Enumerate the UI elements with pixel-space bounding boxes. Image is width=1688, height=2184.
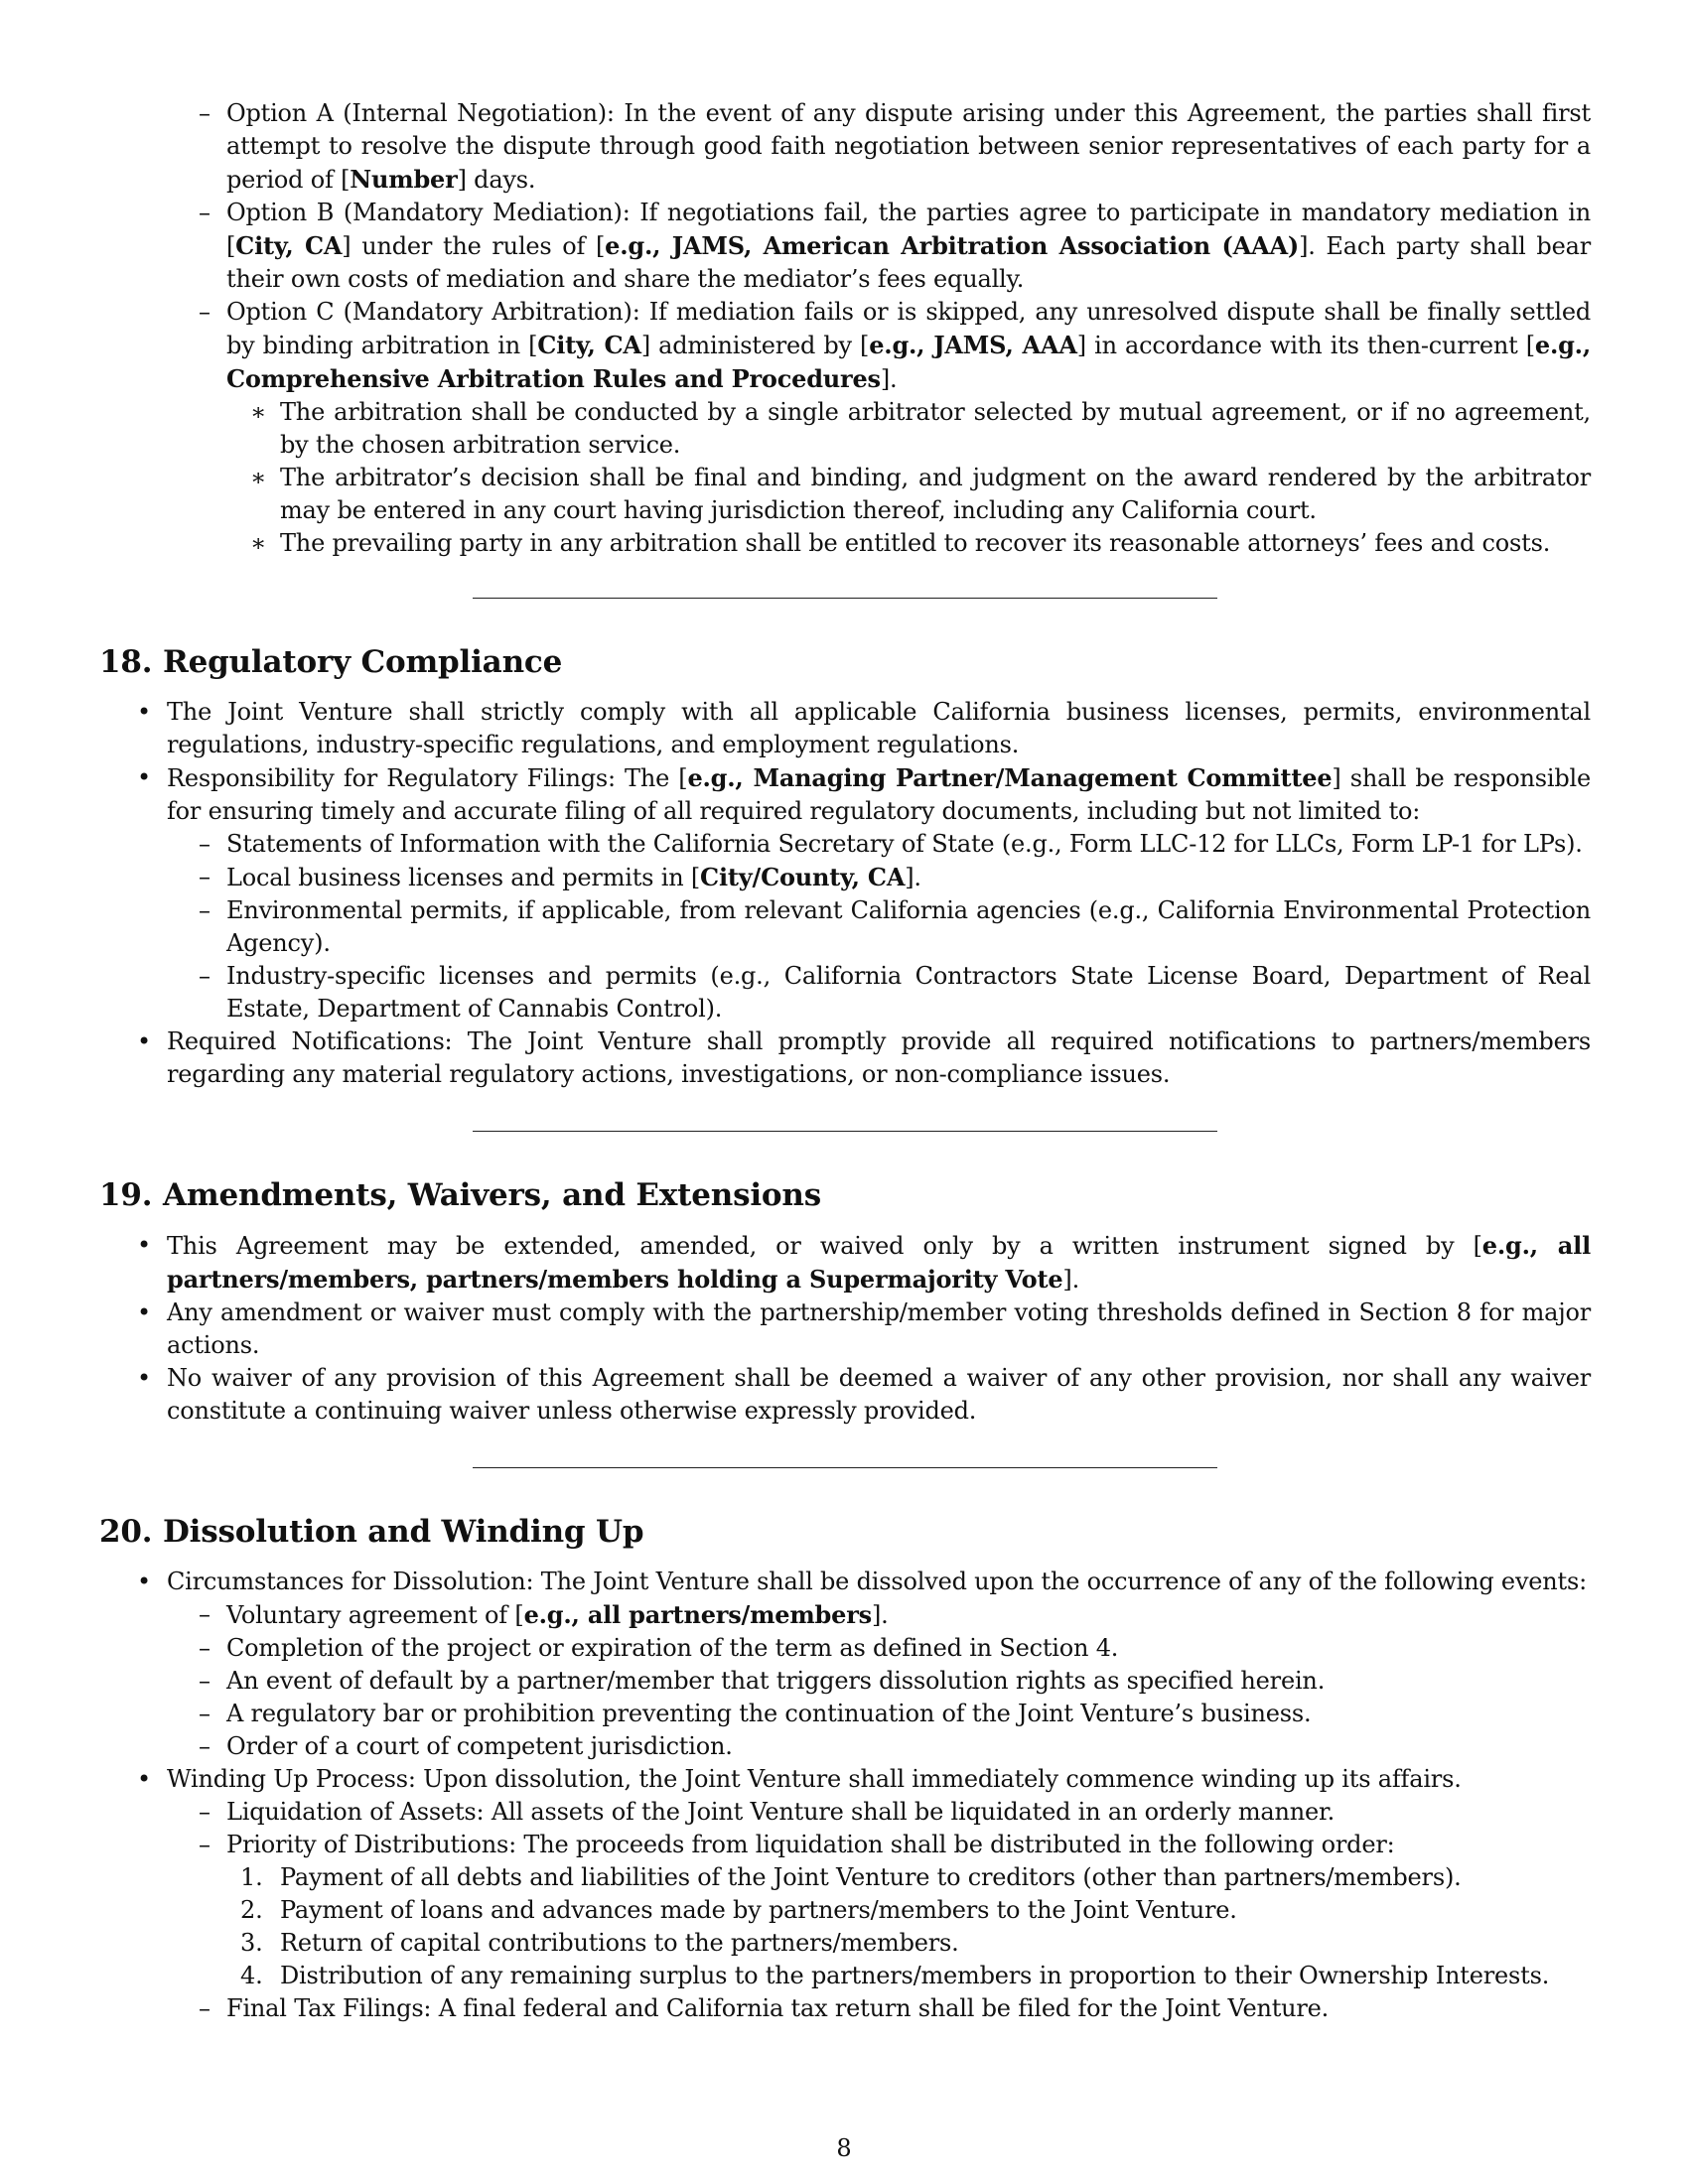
- section-18-heading: 18. Regulatory Compliance: [99, 644, 563, 680]
- list-item: – Industry-specific licenses and permits (e.g., California Contractors State License Board, Department of Real Estate, Department of Cannabis Control).: [199, 962, 1591, 1023]
- list-item: • Circumstances for Dissolution: The Joint Venture shall be dissolved upon the occurrence of any of the following events:: [99, 1566, 1591, 1598]
- dash-marker: –: [199, 1798, 211, 1826]
- list-item: – Completion of the project or expiration of the term as defined in Section 4.: [99, 1632, 1591, 1665]
- document-page: [99, 97, 1591, 2025]
- list-item: [99, 527, 1591, 560]
- number-marker: 4.: [240, 1962, 263, 1989]
- section-20-heading: 20. Dissolution and Winding Up: [99, 1514, 644, 1550]
- bullet-marker: •: [137, 763, 151, 791]
- list-item: – Local business licenses and permits in [City/County, CA].: [199, 863, 921, 891]
- list-item: • No waiver of any provision of this Agreement shall be deemed a waiver of any other provision, nor shall any waiver constitute a continuing waiver unless otherwise expressly provided.: [137, 1364, 1591, 1425]
- list-item: – Final Tax Filings: A final federal and California tax return shall be filed for the Joint Venture.: [99, 1992, 1591, 2025]
- list-item: – An event of default by a partner/member that triggers dissolution rights as specified herein.: [99, 1665, 1591, 1698]
- section-divider: [473, 598, 1217, 599]
- list-item: 4. Distribution of any remaining surplus to the partners/members in proportion to their Ownership Interests.: [99, 1960, 1591, 1992]
- asterisk-marker: ∗: [250, 464, 267, 491]
- arbitration-point: The arbitrator’s decision shall be final and binding, and judgment on the award rendered by the arbitrator may be entered in any court having jurisdiction thereof, including any California court.: [280, 464, 1591, 524]
- bullet-marker: •: [137, 1231, 151, 1259]
- section-20-list: [99, 1566, 1591, 2025]
- page-number: 8: [836, 2134, 852, 2162]
- dispute-options-list: [99, 97, 1591, 560]
- list-item: • The Joint Venture shall strictly comply with all applicable California business licenses, permits, environmental regulations, industry-specific regulations, and employment regulations.: [137, 698, 1591, 758]
- dash-marker: –: [199, 1700, 211, 1727]
- list-item: • Winding Up Process: Upon dissolution, the Joint Venture shall immediately commence winding up its affairs.: [99, 1763, 1591, 1796]
- asterisk-marker: ∗: [250, 398, 267, 426]
- section-divider: [473, 1467, 1217, 1468]
- bullet-marker: •: [137, 1364, 151, 1392]
- dash-marker: –: [199, 896, 211, 924]
- list-item: • This Agreement may be extended, amended, or waived only by a written instrument signed by [e.g., all partners/members, partners/members holding a Supermajority Vote].: [137, 1231, 1591, 1294]
- asterisk-marker: ∗: [250, 529, 267, 557]
- list-item: [99, 197, 1591, 296]
- list-item: – Priority of Distributions: The proceeds from liquidation shall be distributed in the following order:: [99, 1829, 1591, 1861]
- list-item: 2. Payment of loans and advances made by partners/members to the Joint Venture.: [99, 1894, 1591, 1927]
- option-c-text: Option C (Mandatory Arbitration): If mediation fails or is skipped, any unresolved dispute shall be finally settled by binding arbitration in [City, CA] administered by [e.g., JAMS, AAA] in accordance with its then-current [e.g., Comprehensive Arbitration Rules and Procedures].: [226, 298, 1591, 393]
- dash-marker: –: [199, 863, 211, 890]
- number-marker: 3.: [240, 1929, 263, 1957]
- list-item: – Order of a court of competent jurisdiction.: [99, 1730, 1591, 1763]
- list-item: • Responsibility for Regulatory Filings: The [e.g., Managing Partner/Management Committee] shall be responsible for ensuring timely and accurate filing of all required regulatory documents, including but not limited to:: [137, 763, 1591, 825]
- list-item: – Liquidation of Assets: All assets of the Joint Venture shall be liquidated in an orderly manner.: [99, 1796, 1591, 1829]
- option-b-text: Option B (Mandatory Mediation): If negotiations fail, the parties agree to participate in mandatory mediation in [City, CA] under the rules of [e.g., JAMS, American Arbitration Association (AAA)]. Each party shall bear their own costs of mediation and share the mediator’s fees equally.: [226, 199, 1591, 293]
- dash-marker: –: [199, 1994, 211, 2022]
- list-item: [99, 462, 1591, 527]
- list-item: • Required Notifications: The Joint Venture shall promptly provide all required notifications to partners/members regarding any material regulatory actions, investigations, or non-compliance issues.: [137, 1027, 1591, 1088]
- option-a-text: Option A (Internal Negotiation): In the event of any dispute arising under this Agreement, the parties shall first attempt to resolve the dispute through good faith negotiation between senior representatives of each party for a period of [Number] days.: [226, 99, 1591, 194]
- section-19-list: [99, 1229, 1591, 1428]
- list-item: • Any amendment or waiver must comply with the partnership/member voting thresholds defined in Section 8 for major actions.: [137, 1298, 1591, 1359]
- list-item: 1. Payment of all debts and liabilities of the Joint Venture to creditors (other than partners/members).: [99, 1861, 1591, 1894]
- list-item: – Voluntary agreement of [e.g., all partners/members].: [199, 1600, 889, 1629]
- arbitration-point: The prevailing party in any arbitration shall be entitled to recover its reasonable attorneys’ fees and costs.: [280, 529, 1551, 557]
- bullet-marker: •: [137, 1765, 151, 1793]
- dash-marker: –: [199, 199, 211, 226]
- bullet-marker: •: [137, 1027, 151, 1055]
- dash-marker: –: [199, 298, 211, 326]
- list-item: – Environmental permits, if applicable, from relevant California agencies (e.g., California Environmental Protection Agency).: [199, 896, 1591, 957]
- dash-marker: –: [199, 1634, 211, 1662]
- bullet-marker: •: [137, 1568, 151, 1595]
- list-item: – Statements of Information with the California Secretary of State (e.g., Form LLC-12 for LLCs, Form LP-1 for LPs).: [99, 828, 1591, 861]
- list-item: – A regulatory bar or prohibition preventing the continuation of the Joint Venture’s business.: [99, 1698, 1591, 1730]
- list-item: 3. Return of capital contributions to the partners/members.: [99, 1927, 1591, 1960]
- section-divider: [473, 1131, 1217, 1132]
- dash-marker: –: [199, 962, 211, 990]
- dash-marker: –: [199, 1831, 211, 1858]
- section-18-list: [99, 696, 1591, 1091]
- arbitration-point: The arbitration shall be conducted by a single arbitrator selected by mutual agreement, or if no agreement, by the chosen arbitration service.: [280, 398, 1591, 459]
- section-19-heading: 19. Amendments, Waivers, and Extensions: [99, 1177, 821, 1213]
- list-item: [99, 97, 1591, 197]
- dash-marker: –: [199, 1600, 211, 1628]
- bullet-marker: •: [137, 698, 151, 726]
- list-item: [99, 396, 1591, 462]
- dash-marker: –: [199, 1667, 211, 1695]
- bullet-marker: •: [137, 1298, 151, 1326]
- number-marker: 2.: [240, 1896, 263, 1924]
- dash-marker: –: [199, 1732, 211, 1760]
- list-item: [99, 296, 1591, 396]
- dash-marker: –: [199, 99, 211, 127]
- number-marker: 1.: [240, 1863, 263, 1891]
- dash-marker: –: [199, 830, 211, 858]
